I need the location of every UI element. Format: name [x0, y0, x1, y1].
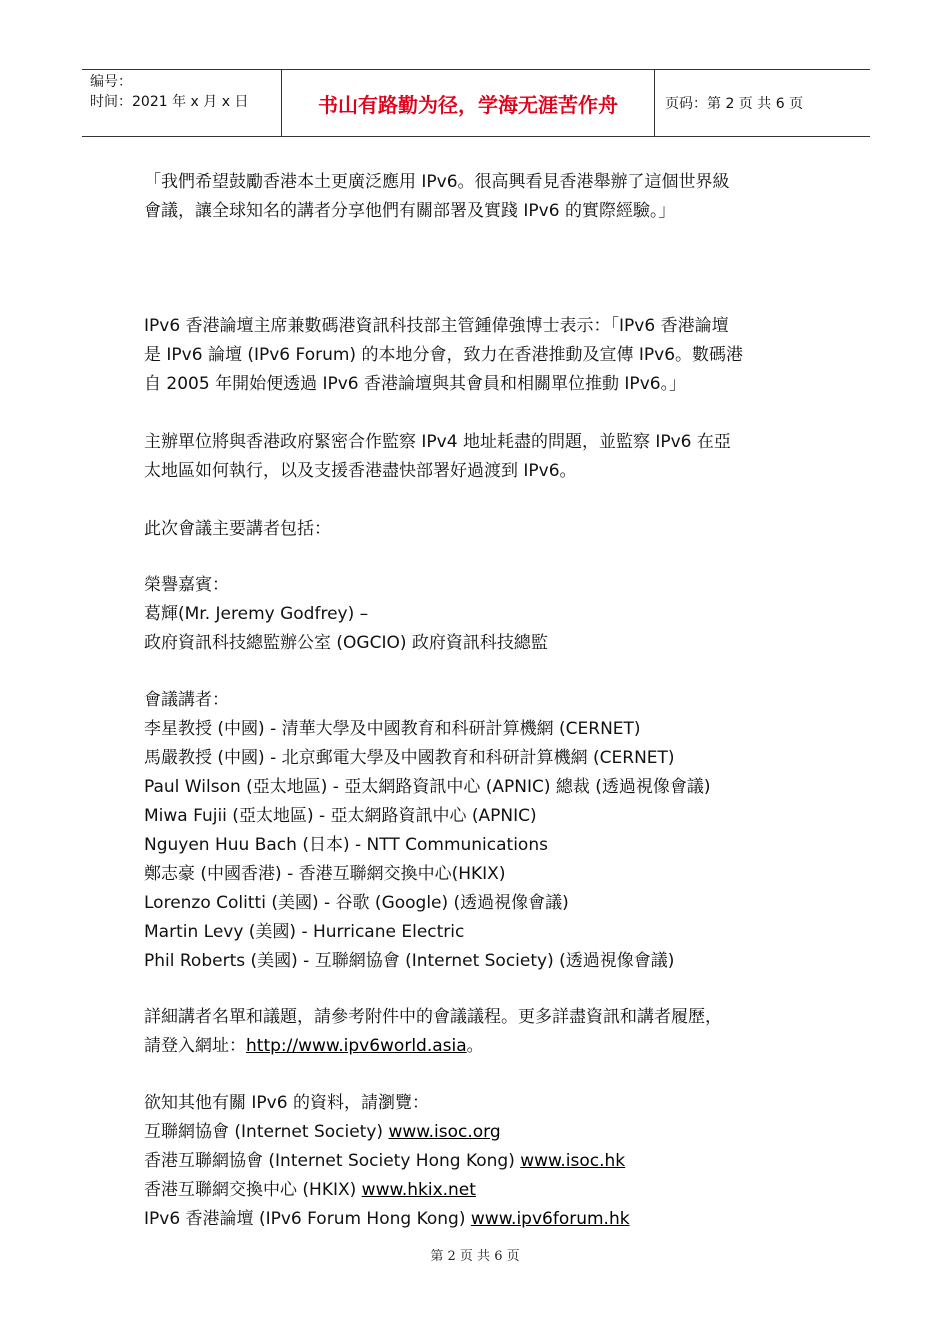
header-page-info: 页码：第 2 页 共 6 页 — [665, 96, 804, 112]
time-label: 时间：2021 年 x 月 x 日 — [90, 94, 249, 110]
ipv6forum-link[interactable]: www.ipv6forum.hk — [470, 1209, 630, 1229]
text-line: 「我們希望鼓勵香港本土更廣泛應用 IPv6。很高興看見香港舉辦了這個世界級 — [144, 172, 730, 192]
hkix-link[interactable]: www.hkix.net — [361, 1180, 476, 1200]
details-suffix: 。 — [466, 1036, 484, 1056]
resource-item — [144, 1147, 812, 1176]
speaker-line: Paul Wilson (亞太地區) - 亞太網路資訊中心 (APNIC) 總裁 (透過視像會議) — [144, 777, 711, 797]
guest-line: 政府資訊科技總監辦公室 (OGCIO) 政府資訊科技總監 — [144, 633, 548, 653]
resource-item — [144, 1176, 812, 1205]
speaker-line: Nguyen Huu Bach (日本) - NTT Communications — [144, 835, 548, 855]
text-line: 詳細講者名單和議題，請參考附件中的會議議程。更多詳盡資訊和講者履歷， — [144, 1007, 722, 1027]
isoc-hk-link[interactable]: www.isoc.hk — [520, 1151, 626, 1171]
forum-paragraph — [144, 312, 812, 399]
text-line: 主辦單位將與香港政府緊密合作監察 IPv4 地址耗盡的問題，並監察 IPv6 在亞 — [144, 432, 731, 452]
speaker-line: 馬嚴教授 (中國) - 北京郵電大學及中國教育和科研計算機網 (CERNET) — [144, 748, 675, 768]
speaker-line: Martin Levy (美國) - Hurricane Electric — [144, 922, 465, 942]
speaker-line: Phil Roberts (美國) - 互聯網協會 (Internet Society) (透過視像會議) — [144, 951, 675, 971]
speaker-line: 李星教授 (中國) - 清華大學及中國教育和科研計算機網 (CERNET) — [144, 719, 641, 739]
details-paragraph — [144, 1003, 812, 1061]
text-line: 會議，讓全球知名的講者分享他們有關部署及實踐 IPv6 的實際經驗。」 — [144, 201, 676, 221]
speakers-heading: 會議講者： — [144, 690, 229, 710]
guest-section — [144, 571, 812, 658]
resource-item — [144, 1118, 812, 1147]
guest-heading: 榮譽嘉賓： — [144, 575, 229, 595]
quote-paragraph — [144, 168, 812, 226]
text-line: IPv6 香港論壇主席兼數碼港資訊科技部主管鍾偉強博士表示：「IPv6 香港論壇 — [144, 316, 729, 336]
number-label: 编号： — [90, 74, 132, 90]
speaker-line: 鄭志豪 (中國香港) - 香港互聯網交換中心(HKIX) — [144, 864, 506, 884]
speaker-line: Lorenzo Colitti (美國) - 谷歌 (Google) (透過視像會議) — [144, 893, 569, 913]
resource-label: IPv6 香港論壇 (IPv6 Forum Hong Kong) — [144, 1209, 471, 1229]
header-meta-cell — [82, 70, 282, 136]
text-line — [144, 1032, 812, 1061]
speakers-section — [144, 686, 812, 976]
header-motto: 书山有路勤为径，学海无涯苦作舟 — [282, 70, 655, 136]
page-footer: 第 2 页 共 6 页 — [430, 1249, 520, 1264]
text-line: 自 2005 年開始便透過 IPv6 香港論壇與其會員和相關單位推動 IPv6。」 — [144, 374, 687, 394]
text-line: 此次會議主要講者包括： — [144, 519, 331, 539]
resource-item — [144, 1205, 812, 1234]
resources-section — [144, 1089, 812, 1234]
ipv6world-link[interactable]: http://www.ipv6world.asia — [246, 1036, 467, 1056]
text-line: 太地區如何執行，以及支援香港盡快部署好過渡到 IPv6。 — [144, 461, 577, 481]
text-line: 是 IPv6 論壇 (IPv6 Forum) 的本地分會，致力在香港推動及宣傳 IPv6。數碼港 — [144, 345, 744, 365]
monitoring-paragraph — [144, 428, 812, 486]
resource-label: 香港互聯網協會 (Internet Society Hong Kong) — [144, 1151, 521, 1171]
speakers-intro — [144, 515, 812, 544]
document-header — [82, 69, 870, 137]
resource-label: 香港互聯網交換中心 (HKIX) — [144, 1180, 362, 1200]
isoc-link[interactable]: www.isoc.org — [388, 1122, 501, 1142]
details-prefix: 請登入網址： — [144, 1036, 246, 1056]
resources-heading: 欲知其他有關 IPv6 的資料，請瀏覽： — [144, 1093, 429, 1113]
speaker-line: Miwa Fujii (亞太地區) - 亞太網路資訊中心 (APNIC) — [144, 806, 537, 826]
guest-line: 葛輝(Mr. Jeremy Godfrey) – — [144, 604, 369, 624]
resource-label: 互聯網協會 (Internet Society) — [144, 1122, 389, 1142]
